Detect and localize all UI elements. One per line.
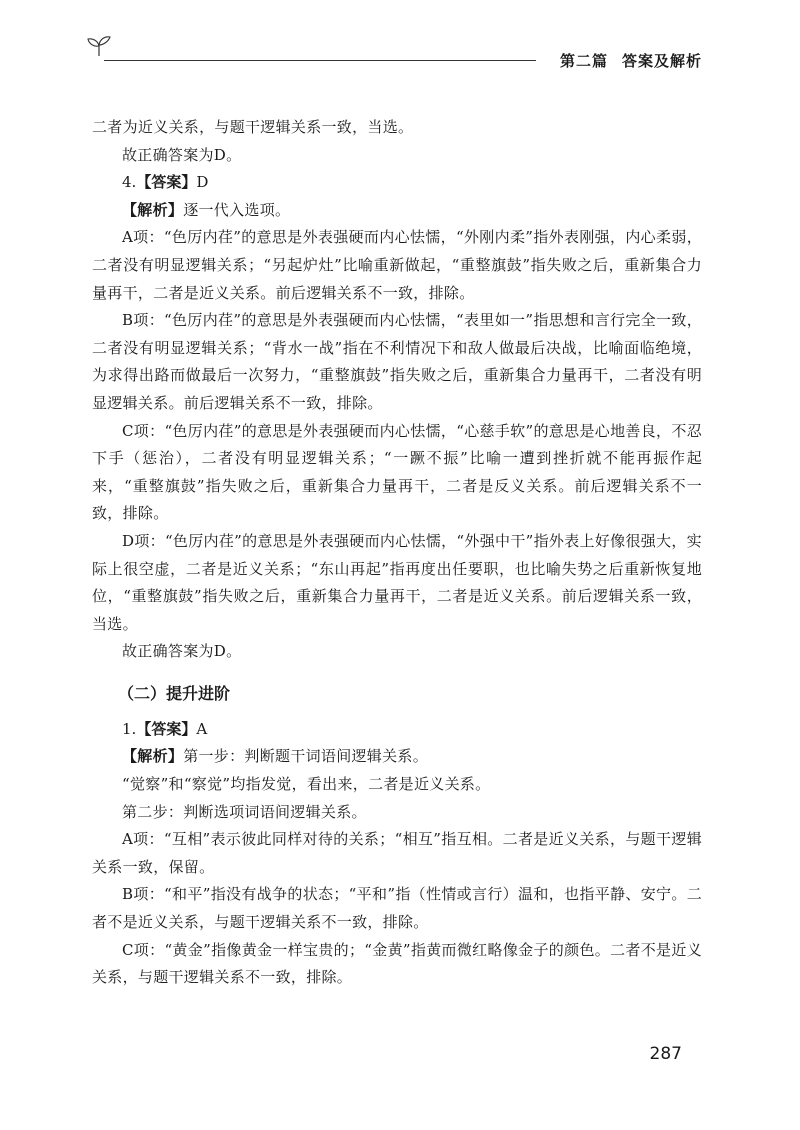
chapter-heading — [560, 50, 702, 71]
sprout-icon — [86, 36, 112, 58]
analysis-text: 逐一代入选项。 — [183, 200, 291, 219]
answer-label: 【答案】 — [136, 173, 197, 192]
body-paragraph: C项：“黄金”指像黄金一样宝贵的；“金黄”指黄而微红略像金子的颜色。二者不是近义关系，与题干逻辑关系不一致，排除。 — [92, 940, 702, 987]
section-title: （二）提升进阶 — [118, 683, 231, 703]
answer-value: A — [196, 719, 208, 738]
header-rule — [104, 60, 536, 61]
chapter-part: 第二篇 — [559, 52, 608, 70]
chapter-title: 答案及解析 — [621, 52, 702, 70]
body-paragraph: 第二步：判断选项词语间逻辑关系。 — [122, 802, 367, 821]
body-paragraph: 二者为近义关系，与题干逻辑关系一致，当选。 — [92, 118, 414, 136]
answer-line — [92, 716, 702, 744]
page-header — [86, 34, 702, 68]
question-number: 1. — [122, 719, 137, 738]
page-number: 287 — [649, 1044, 682, 1064]
body-paragraph: B项：“和平”指没有战争的状态；“平和”指（性情或言行）温和，也指平静、安宁。二者不是近义关系，与题干逻辑关系不一致，排除。 — [92, 885, 702, 932]
answer-line — [92, 169, 702, 197]
analysis-text: 第一步：判断题干词语间逻辑关系。 — [183, 747, 429, 766]
analysis-label: 【解析】 — [122, 747, 184, 766]
body-paragraph: 故正确答案为D。 — [122, 145, 242, 164]
body-paragraph: A项：“互相”表示彼此同样对待的关系；“相互”指互相。二者是近义关系，与题干逻辑关系一致，保留。 — [92, 830, 702, 876]
answer-value: D — [196, 173, 209, 192]
body-paragraph: B项：“色厉内荏”的意思是外表强硬而内心怯懦，“表里如一”指思想和言行完全一致，二者没有明显逻辑关系；“背水一战”指在不利情况下和敌人做最后决战，比喻面临绝境，为求得出路而做最后一次努力，“重整旗鼓”指失败之后，重新集合力量再干，二者没有明显逻辑关系。前后逻辑关系不一致，排除。 — [92, 311, 702, 412]
body-paragraph: D项：“色厉内荏”的意思是外表强硬而内心怯懦，“外强中干”指外表上好像很强大，实际上很空虚，二者是近义关系；“东山再起”指再度出任要职，也比喻失势之后重新恢复地位，“重整旗鼓”指失败之后，重新集合力量再干，二者是近义关系。前后逻辑关系一致，当选。 — [92, 531, 702, 633]
body-paragraph: 故正确答案为D。 — [122, 642, 242, 661]
question-number: 4. — [122, 173, 137, 192]
body-paragraph: “觉察”和“察觉”均指发觉，看出来，二者是近义关系。 — [122, 775, 491, 794]
analysis-label: 【解析】 — [122, 200, 184, 219]
analysis-line — [92, 197, 702, 225]
analysis-line — [92, 743, 702, 771]
answer-label: 【答案】 — [136, 719, 197, 738]
page-body — [92, 114, 702, 992]
body-paragraph: C项：“色厉内荏”的意思是外表强硬而内心怯懦，“心慈手软”的意思是心地善良，不忍下手（惩治），二者没有明显逻辑关系；“一蹶不振”比喻一遭到挫折就不能再振作起来，“重整旗鼓”指失败之后，重新集合力量再干，二者是反义关系。前后逻辑关系不一致，排除。 — [92, 421, 702, 523]
body-paragraph: A项：“色厉内荏”的意思是外表强硬而内心怯懦，“外刚内柔”指外表刚强，内心柔弱，二者没有明显逻辑关系；“另起炉灶”比喻重新做起，“重整旗鼓”指失败之后，重新集合力量再干，二者是近义关系。前后逻辑关系不一致，排除。 — [92, 228, 702, 302]
